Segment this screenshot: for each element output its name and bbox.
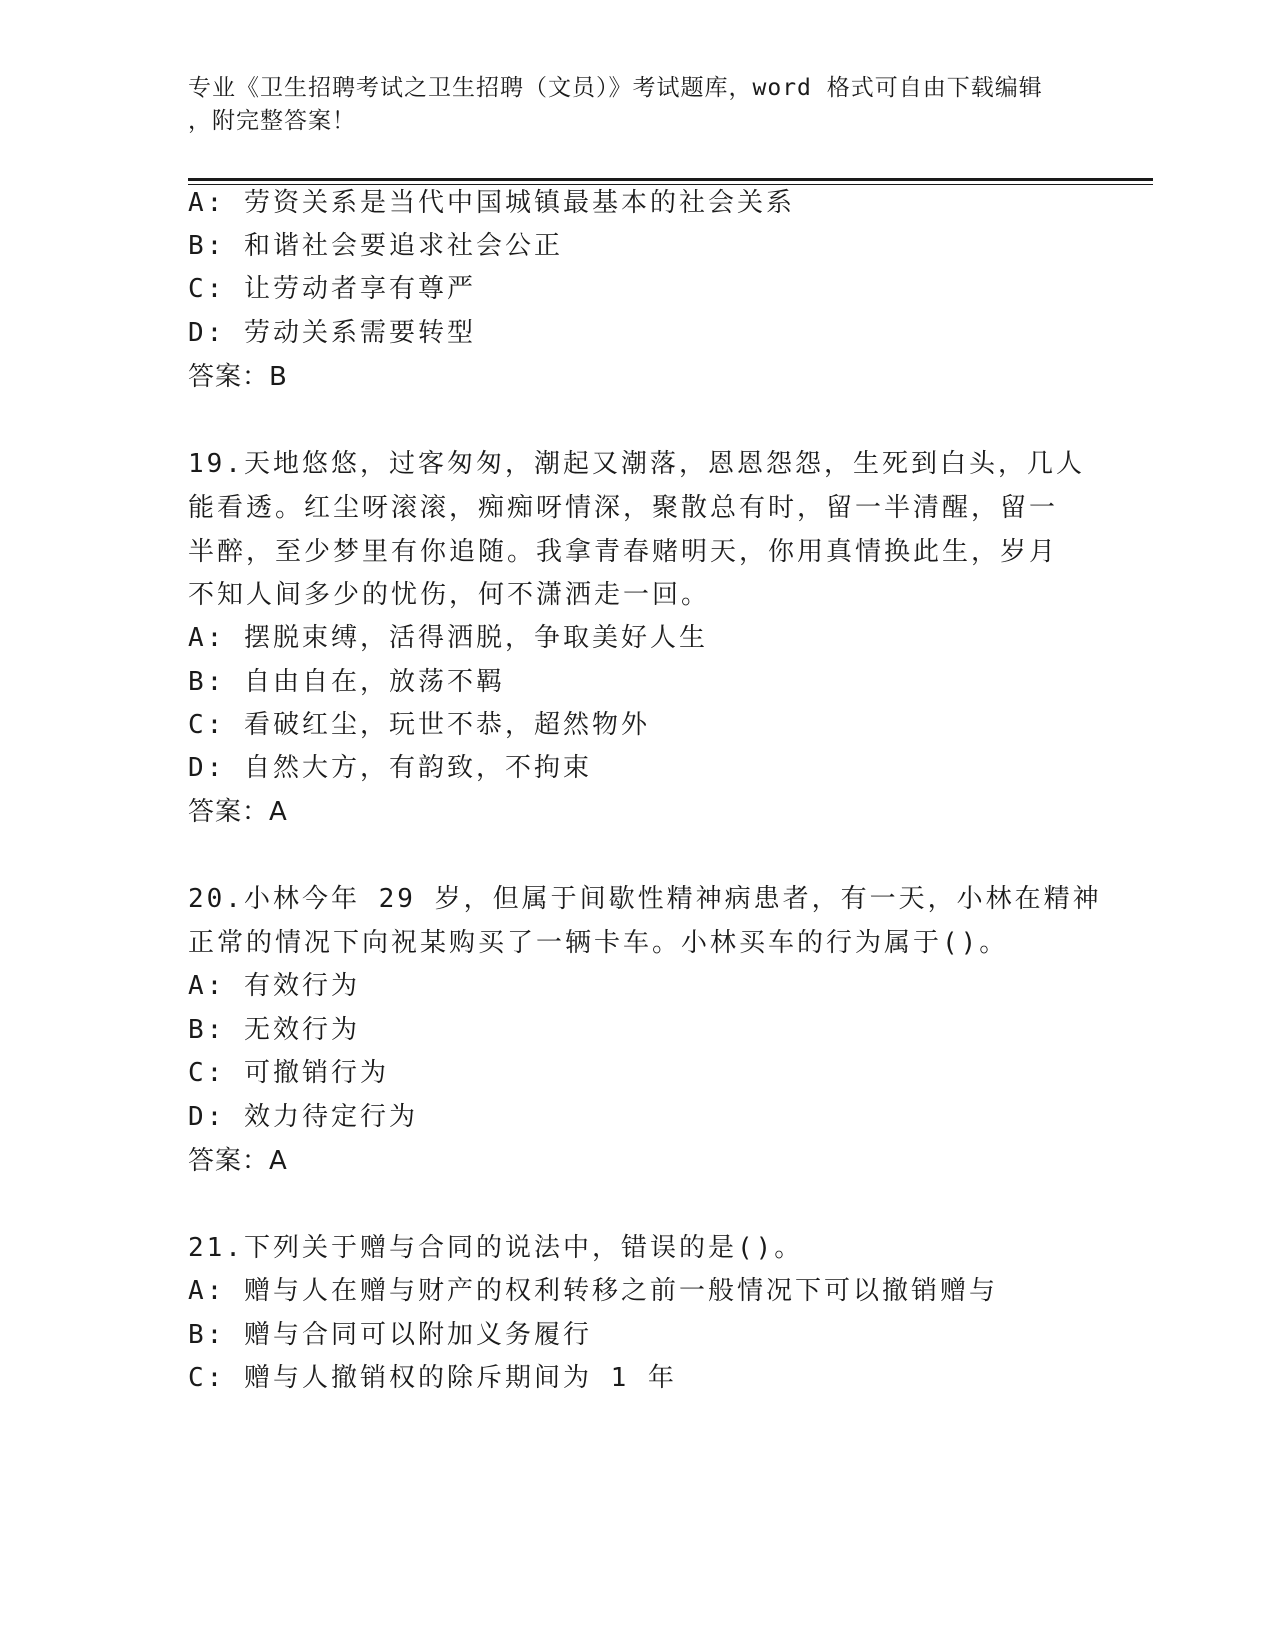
q18-option-a: A: 劳资关系是当代中国城镇最基本的社会关系 bbox=[188, 188, 795, 218]
q19-stem-line-1: 19.天地悠悠，过客匆匆，潮起又潮落，恩恩怨怨，生死到白头，几人 bbox=[188, 449, 1085, 479]
q20-option-c: C: 可撤销行为 bbox=[188, 1058, 389, 1088]
q21-option-c: C: 赠与人撤销权的除斥期间为 1 年 bbox=[188, 1363, 677, 1393]
q19-option-b: B: 自由自在，放荡不羁 bbox=[188, 667, 505, 697]
q19-stem-line-2: 能看透。红尘呀滚滚，痴痴呀情深，聚散总有时，留一半清醒，留一 bbox=[188, 493, 1059, 523]
q19-answer: 答案：A bbox=[188, 797, 288, 827]
q18-option-c: C: 让劳动者享有尊严 bbox=[188, 274, 476, 304]
page-header bbox=[188, 72, 1068, 138]
q18-option-b: B: 和谐社会要追求社会公正 bbox=[188, 231, 563, 261]
header-line-2: ，附完整答案！ bbox=[188, 108, 356, 134]
q20-answer: 答案：A bbox=[188, 1146, 288, 1176]
q21-option-a: A: 赠与人在赠与财产的权利转移之前一般情况下可以撤销赠与 bbox=[188, 1276, 998, 1306]
q18-option-d: D: 劳动关系需要转型 bbox=[188, 318, 476, 348]
header-line-1: 专业《卫生招聘考试之卫生招聘（文员）》考试题库，word 格式可自由下载编辑 bbox=[188, 75, 1043, 101]
q20-option-b: B: 无效行为 bbox=[188, 1015, 360, 1045]
q19-option-a: A: 摆脱束缚，活得洒脱，争取美好人生 bbox=[188, 623, 708, 653]
q18-answer: 答案：B bbox=[188, 362, 288, 392]
q19-stem-line-3: 半醉，至少梦里有你追随。我拿青春赌明天，你用真情换此生，岁月 bbox=[188, 537, 1059, 567]
q20-stem-line-1: 20.小林今年 29 岁，但属于间歇性精神病患者，有一天，小林在精神 bbox=[188, 884, 1102, 914]
q19-option-c: C: 看破红尘，玩世不恭，超然物外 bbox=[188, 710, 650, 740]
q19-option-d: D: 自然大方，有韵致，不拘束 bbox=[188, 753, 592, 783]
q21-option-b: B: 赠与合同可以附加义务履行 bbox=[188, 1320, 592, 1350]
q20-stem-line-2: 正常的情况下向祝某购买了一辆卡车。小林买车的行为属于()。 bbox=[188, 928, 1009, 958]
q20-option-d: D: 效力待定行为 bbox=[188, 1102, 418, 1132]
q19-stem-line-4: 不知人间多少的忧伤，何不潇洒走一回。 bbox=[188, 580, 711, 610]
q20-option-a: A: 有效行为 bbox=[188, 971, 360, 1001]
q21-stem-line-1: 21.下列关于赠与合同的说法中，错误的是()。 bbox=[188, 1233, 804, 1263]
